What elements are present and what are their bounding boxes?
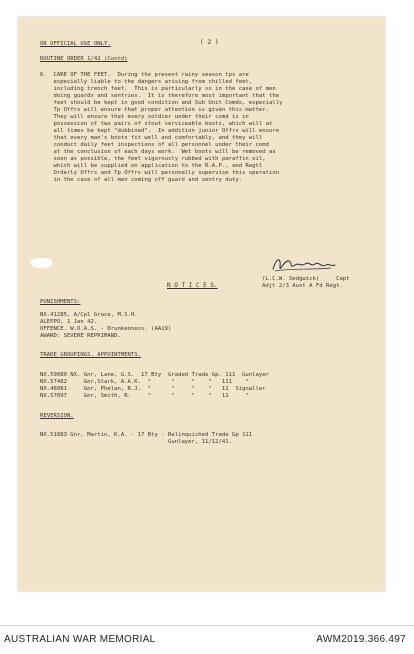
signatory-name: (L.C.W. Sedgwick) Capt (262, 276, 350, 282)
institution-name: AUSTRALIAN WAR MEMORIAL (4, 634, 156, 645)
table-row: NX.59080 NX. Gnr, Lane, G.S. 17 Bty Graded Trade Gp. 111 Gunlayer (40, 372, 270, 378)
punishment-line: NX.41285, A/Cpl Grace, M.S.H. (40, 312, 138, 318)
para-line: They will ensure that every soldier under their comd is in (40, 114, 249, 120)
table-row: NX.57482 Gnr,Stark, A.A.K. " " " " 111 " (40, 379, 249, 385)
page-number: ( 2 ) (200, 39, 219, 46)
para-line: Tp Offrs will ensure that proper attention is given this matter. (40, 107, 270, 113)
security-classification: OR OFFICIAL USE ONLY. (40, 41, 111, 47)
para-line: including trench feet. This is particularly so in the case of men (40, 86, 276, 92)
para-line: at the conclusion of each days work. Wet boots will be removed as (40, 149, 276, 155)
para-line: in the case of all men coming off guard and sentry duty. (40, 177, 243, 183)
reversion-heading: REVERSION. (40, 413, 74, 419)
handwritten-signature (271, 253, 339, 275)
signatory-title: Adjt 2/3 Aust A Fd Regt. (262, 283, 343, 289)
table-row: NX.46081 Gnr, Phelan, R.J. " " " " 11 Signaller (40, 386, 266, 392)
punishment-line: ALEPPO, 1 Jan 42. (40, 319, 98, 325)
paper-damage (30, 258, 52, 268)
notices-heading: N O T I C E S. (167, 282, 218, 289)
para-line: that every man's boots fit well and comfortably, and they will (40, 135, 263, 141)
para-line: Orderly Offrs and Tp Offrs will personally supervise this operation (40, 170, 280, 176)
para-line: which will be supplied on application to the R.A.P., and Regtl (40, 163, 263, 169)
viewer-footer (0, 625, 414, 654)
para-line: doing guards and sentries. It is therefore most important that the (40, 93, 280, 99)
para-line: possession of two pairs of stout serviceable boots, which will at (40, 121, 273, 127)
para-line: soon as possible, the feet vigorously rubbed with paraffin oil, (40, 156, 266, 162)
para-line: conduct daily feet inspections of all personnel under their comd (40, 142, 270, 148)
item-identifier: AWM2019.366.497 (316, 634, 406, 645)
punishments-heading: PUNISHMENTS: (40, 299, 81, 305)
para-line: especially liable to the dangers arising from chilled feet, (40, 79, 253, 85)
trade-groupings-heading: TRADE GROUPINGS. APPOINTMENTS. (40, 352, 142, 358)
para-line: all times be kept "dubbined". In addition junior Offrs will ensure (40, 128, 280, 134)
reversion-line: Gunlayer, 11/12/41. (40, 439, 232, 445)
reversion-line: NX.51883 Gnr, Martin, K.A. - 17 Bty - Relinquished Trade Gp 111 (40, 432, 253, 438)
punishment-line: OFFENCE. W.O.A.S. - Drunkenness. (AA19) (40, 326, 172, 332)
punishment-line: AWARD: SEVERE REPRIMAND. (40, 333, 121, 339)
para-line: feet should be kept in good condition and Sub Unit Comds, especially (40, 100, 283, 106)
routine-order-title: ROUTINE ORDER 1/42 (Contd) (40, 56, 128, 62)
table-row: NX.57097 Gnr, Smith, R. " " " " 11 " (40, 393, 249, 399)
para-line: 6. CARE OF THE FEET. During the present rainy season tps are (40, 72, 249, 78)
